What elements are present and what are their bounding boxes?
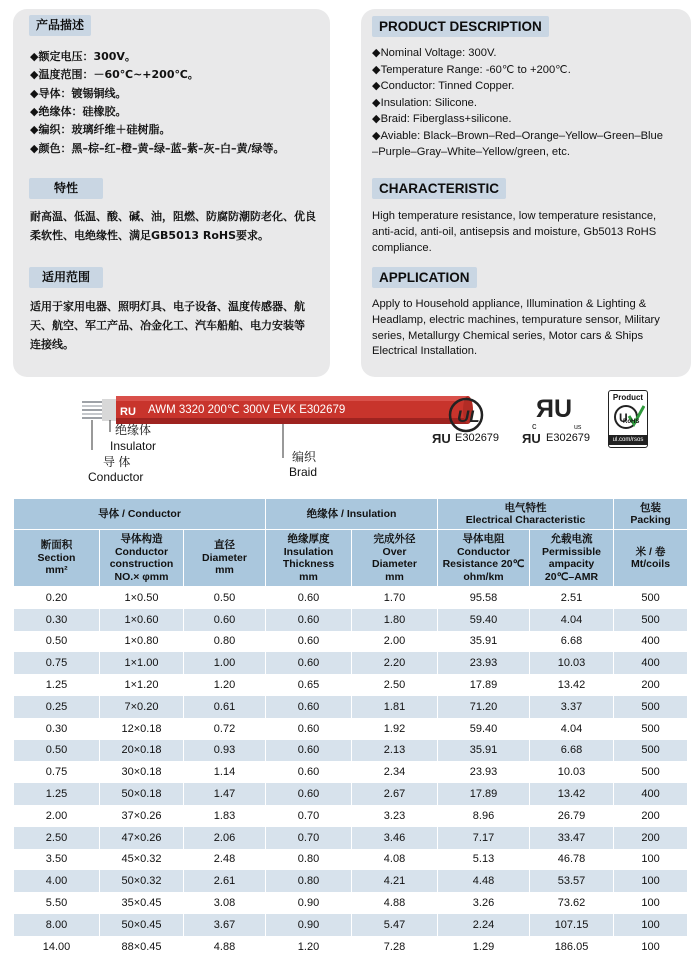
table-row [14,849,688,871]
rohs-badge [608,390,648,448]
cell-over-diameter: 5.47 [352,914,438,936]
cell-insulation-thickness: 0.60 [266,696,352,718]
cell-construction: 47×0.26 [100,827,184,849]
en-desc-item: ◆Insulation: Silicone. [372,96,477,109]
cell-ampacity: 6.68 [530,631,614,653]
cell-diameter: 1.47 [184,783,266,805]
col-header-construction: 导体构造 Conductor construction NO.× φmm [100,530,184,587]
cell-diameter: 2.61 [184,870,266,892]
zh-desc-item: ◆导体：镀锡铜线。 [30,86,127,100]
rohs-check-icon [611,404,645,430]
cell-resistance: 59.40 [438,609,530,631]
jacket-shadow [116,418,468,424]
cell-section: 0.50 [14,631,100,653]
cell-construction: 1×1.00 [100,652,184,674]
cell-diameter: 1.83 [184,805,266,827]
cell-resistance: 5.13 [438,849,530,871]
cell-insulation-thickness: 0.90 [266,892,352,914]
cell-construction: 1×0.80 [100,631,184,653]
cell-resistance: 3.26 [438,892,530,914]
cell-packing: 200 [614,805,688,827]
svg-text:ЯU: ЯU [536,395,573,423]
cell-over-diameter: 2.50 [352,674,438,696]
zh-desc-item: ◆颜色：黑–棕–红–橙–黄–绿–蓝–紫–灰–白–黄/绿等。 [30,141,285,155]
zh-product-description-heading: 产品描述 [29,15,91,36]
cell-insulation-thickness: 0.80 [266,849,352,871]
cell-resistance: 2.24 [438,914,530,936]
cell-construction: 1×0.60 [100,609,184,631]
cell-packing: 500 [614,761,688,783]
cell-diameter: 0.93 [184,740,266,762]
cell-packing: 100 [614,936,688,958]
cell-section: 4.00 [14,870,100,892]
cell-construction: 1×0.50 [100,587,184,609]
cell-over-diameter: 1.80 [352,609,438,631]
rohs-service-label: ul.com/rsos [609,435,647,445]
cell-packing: 200 [614,674,688,696]
cell-over-diameter: 2.34 [352,761,438,783]
table-row [14,609,688,631]
packing-group-header: 包装 Packing [614,499,688,530]
cell-section: 0.30 [14,718,100,740]
cell-packing: 500 [614,696,688,718]
ul-file-number-1: E302679 [455,432,500,444]
cell-over-diameter: 2.13 [352,740,438,762]
zh-application-heading: 适用范围 [29,267,103,288]
table-row [14,914,688,936]
cell-section: 0.75 [14,761,100,783]
cell-diameter: 2.48 [184,849,266,871]
cell-insulation-thickness: 0.60 [266,652,352,674]
cell-insulation-thickness: 0.70 [266,805,352,827]
conductor-label-zh: 导 体 [103,455,131,469]
table-row [14,936,688,958]
ul-round-mark-icon [448,395,484,435]
table-row [14,783,688,805]
cell-insulation-thickness: 0.60 [266,609,352,631]
en-characteristic-text: High temperature resistance, low temperature resistance, anti-acid, anti-oil, antisepsis and moisture, Gb5013 RoHS compliance. [372,210,657,254]
insulator-label-zh: 绝缘体 [115,423,152,437]
en-product-description-heading: PRODUCT DESCRIPTION [372,16,549,37]
ur-small-icon-1 [432,431,454,445]
zh-characteristic-heading: 特性 [29,178,103,199]
cell-over-diameter: 4.21 [352,870,438,892]
cell-resistance: 59.40 [438,718,530,740]
cell-construction: 12×0.18 [100,718,184,740]
cell-section: 0.25 [14,696,100,718]
cell-section: 2.50 [14,827,100,849]
cell-diameter: 4.88 [184,936,266,958]
rohs-label: RoHS [623,419,640,425]
cell-insulation-thickness: 0.60 [266,783,352,805]
cell-section: 0.30 [14,609,100,631]
cell-over-diameter: 3.23 [352,805,438,827]
cell-ampacity: 6.68 [530,740,614,762]
cell-ampacity: 46.78 [530,849,614,871]
cell-section: 1.25 [14,674,100,696]
cell-section: 14.00 [14,936,100,958]
col-header-insulation-thickness: 绝缘厚度 Insulation Thickness mm [266,530,352,587]
cell-resistance: 23.93 [438,761,530,783]
cell-ampacity: 33.47 [530,827,614,849]
en-desc-item: ◆Conductor: Tinned Copper. [372,80,515,92]
cell-diameter: 0.50 [184,587,266,609]
en-desc-item: ◆Aviable: Black–Brown–Red–Orange–Yellow–Green–Blue [372,129,663,142]
cell-over-diameter: 4.08 [352,849,438,871]
col-header-section: 断面积 Section mm² [14,530,100,587]
zh-desc-item: ◆绝缘体：硅橡胶。 [30,104,127,118]
cell-section: 0.20 [14,587,100,609]
cell-insulation-thickness: 0.60 [266,587,352,609]
cell-construction: 45×0.32 [100,849,184,871]
cell-resistance: 17.89 [438,783,530,805]
cell-ampacity: 10.03 [530,652,614,674]
cell-insulation-thickness: 0.70 [266,827,352,849]
zh-application-text: 适用于家用电器、照明灯具、电子设备、温度传感器、航天、航空、军工产品、冶金化工、汽车船舶、电力安装等连接线。 [30,300,305,351]
cell-construction: 50×0.45 [100,914,184,936]
cell-diameter: 1.00 [184,652,266,674]
cell-ampacity: 53.57 [530,870,614,892]
cell-resistance: 17.89 [438,674,530,696]
cell-insulation-thickness: 0.60 [266,718,352,740]
cell-ampacity: 3.37 [530,696,614,718]
cell-construction: 50×0.18 [100,783,184,805]
cell-diameter: 0.80 [184,631,266,653]
rohs-product-label: Product [612,393,644,402]
cell-resistance: 1.29 [438,936,530,958]
table-row [14,761,688,783]
cell-over-diameter: 4.88 [352,892,438,914]
insulation-group-header: 绝缘体 / Insulation [266,499,438,530]
cell-packing: 500 [614,609,688,631]
svg-text:c: c [532,421,537,431]
cell-construction: 7×0.20 [100,696,184,718]
cell-insulation-thickness: 1.20 [266,936,352,958]
cell-ampacity: 10.03 [530,761,614,783]
cell-over-diameter: 1.70 [352,587,438,609]
table-row [14,892,688,914]
cell-construction: 35×0.45 [100,892,184,914]
cell-over-diameter: 1.81 [352,696,438,718]
svg-text:ЯU: ЯU [432,431,451,445]
cell-packing: 400 [614,652,688,674]
electrical-group-header: 电气特性 Electrical Characteristic [438,499,614,530]
zh-desc-item: ◆温度范围：－60℃~+200℃。 [30,68,199,82]
cell-ampacity: 26.79 [530,805,614,827]
cell-packing: 400 [614,783,688,805]
zh-desc-item: ◆编织：玻璃纤维＋硅树脂。 [30,123,171,137]
zh-characteristic-text: 耐高温、低温、酸、碱、油，阻燃、防腐防潮防老化、优良柔软性、电绝缘性、满足GB5013 RoHS要求。 [30,210,316,242]
cell-resistance: 23.93 [438,652,530,674]
cell-construction: 30×0.18 [100,761,184,783]
cell-over-diameter: 2.00 [352,631,438,653]
cell-insulation-thickness: 0.80 [266,870,352,892]
cell-resistance: 95.58 [438,587,530,609]
table-row [14,827,688,849]
cell-diameter: 0.72 [184,718,266,740]
table-row [14,674,688,696]
table-row [14,805,688,827]
table-row [14,740,688,762]
braid-label-zh: 编织 [292,450,317,464]
en-characteristic-heading: CHARACTERISTIC [372,178,506,199]
cell-construction: 37×0.26 [100,805,184,827]
col-header-ampacity: 允载电流 Permissible ampacity 20℃–AMR [530,530,614,587]
cell-ampacity: 13.42 [530,783,614,805]
cell-diameter: 0.61 [184,696,266,718]
cell-section: 3.50 [14,849,100,871]
col-header-over-diameter: 完成外径 Over Diameter mm [352,530,438,587]
cell-resistance: 35.91 [438,631,530,653]
cell-packing: 500 [614,740,688,762]
ul-file-number-2: E302679 [546,432,591,444]
cell-insulation-thickness: 0.65 [266,674,352,696]
cell-diameter: 3.67 [184,914,266,936]
cell-section: 2.00 [14,805,100,827]
cell-insulation-thickness: 0.90 [266,914,352,936]
cell-packing: 100 [614,914,688,936]
cell-insulation-thickness: 0.60 [266,761,352,783]
en-desc-item: ◆Nominal Voltage: 300V. [372,47,497,59]
cell-diameter: 1.20 [184,674,266,696]
cell-insulation-thickness: 0.60 [266,631,352,653]
conductor-group-header: 导体 / Conductor [14,499,266,530]
cell-over-diameter: 2.20 [352,652,438,674]
cell-ampacity: 73.62 [530,892,614,914]
en-desc-item: ◆Braid: Fiberglass+silicone. [372,113,512,125]
cell-resistance: 8.96 [438,805,530,827]
cell-resistance: 4.48 [438,870,530,892]
jacket-highlight [116,396,468,401]
col-header-packing: 米 / 卷 Mt/coils [614,530,688,587]
col-header-resistance: 导体电阻 Conductor Resistance 20℃ ohm/km [438,530,530,587]
cell-over-diameter: 3.46 [352,827,438,849]
cell-over-diameter: 2.67 [352,783,438,805]
ur-small-icon-2 [522,431,544,445]
en-application-text: Apply to Household appliance, Illumination & Lighting & Headlamp, electric machines, tempurature sensor, Military series, Metallurgy Chemical series, Motor cars & Ships Electrical Installation. [372,298,660,358]
cru-mark-icon [532,393,582,433]
cell-section: 0.50 [14,740,100,762]
cell-ampacity: 4.04 [530,609,614,631]
cell-packing: 100 [614,892,688,914]
cell-resistance: 71.20 [438,696,530,718]
cell-packing: 500 [614,718,688,740]
cable-print-text: AWM 3320 200℃ 300V EVK E302679 [148,404,346,416]
cell-section: 8.00 [14,914,100,936]
cell-section: 1.25 [14,783,100,805]
en-desc-item: –Purple–Gray–White–Yellow/green, etc. [372,146,570,158]
specification-table-body [14,587,688,958]
insulation-layer [102,399,118,421]
svg-text:ЯU: ЯU [522,431,541,445]
cell-packing: 200 [614,827,688,849]
cell-packing: 400 [614,631,688,653]
table-row [14,587,688,609]
cell-diameter: 0.60 [184,609,266,631]
table-row [14,718,688,740]
cell-packing: 100 [614,870,688,892]
cable-ul-mark: RU [120,406,136,418]
cell-construction: 1×1.20 [100,674,184,696]
table-row [14,696,688,718]
braid-label-en: Braid [289,465,318,479]
cell-over-diameter: 7.28 [352,936,438,958]
cell-diameter: 1.14 [184,761,266,783]
table-row [14,631,688,653]
cell-ampacity: 186.05 [530,936,614,958]
cell-diameter: 2.06 [184,827,266,849]
cell-packing: 100 [614,849,688,871]
cell-over-diameter: 1.92 [352,718,438,740]
cell-diameter: 3.08 [184,892,266,914]
table-row [14,652,688,674]
cell-section: 5.50 [14,892,100,914]
cell-insulation-thickness: 0.60 [266,740,352,762]
cell-construction: 20×0.18 [100,740,184,762]
svg-text:us: us [574,424,582,431]
cell-ampacity: 2.51 [530,587,614,609]
cell-ampacity: 13.42 [530,674,614,696]
svg-text:UL: UL [457,407,480,426]
cell-resistance: 7.17 [438,827,530,849]
cell-packing: 500 [614,587,688,609]
svg-text:U: U [619,411,628,425]
cell-resistance: 35.91 [438,740,530,762]
cell-ampacity: 107.15 [530,914,614,936]
col-header-diameter: 直径 Diameter mm [184,530,266,587]
cell-ampacity: 4.04 [530,718,614,740]
zh-desc-item: ◆额定电压：300V。 [30,50,136,63]
en-desc-item: ◆Temperature Range: -60℃ to +200℃. [372,63,571,76]
insulator-label-en: Insulator [110,439,157,453]
cell-construction: 50×0.32 [100,870,184,892]
specification-table [13,498,688,958]
table-row [14,870,688,892]
en-application-heading: APPLICATION [372,267,477,288]
cell-construction: 88×0.45 [100,936,184,958]
conductor-label-en: Conductor [88,470,144,484]
cell-section: 0.75 [14,652,100,674]
